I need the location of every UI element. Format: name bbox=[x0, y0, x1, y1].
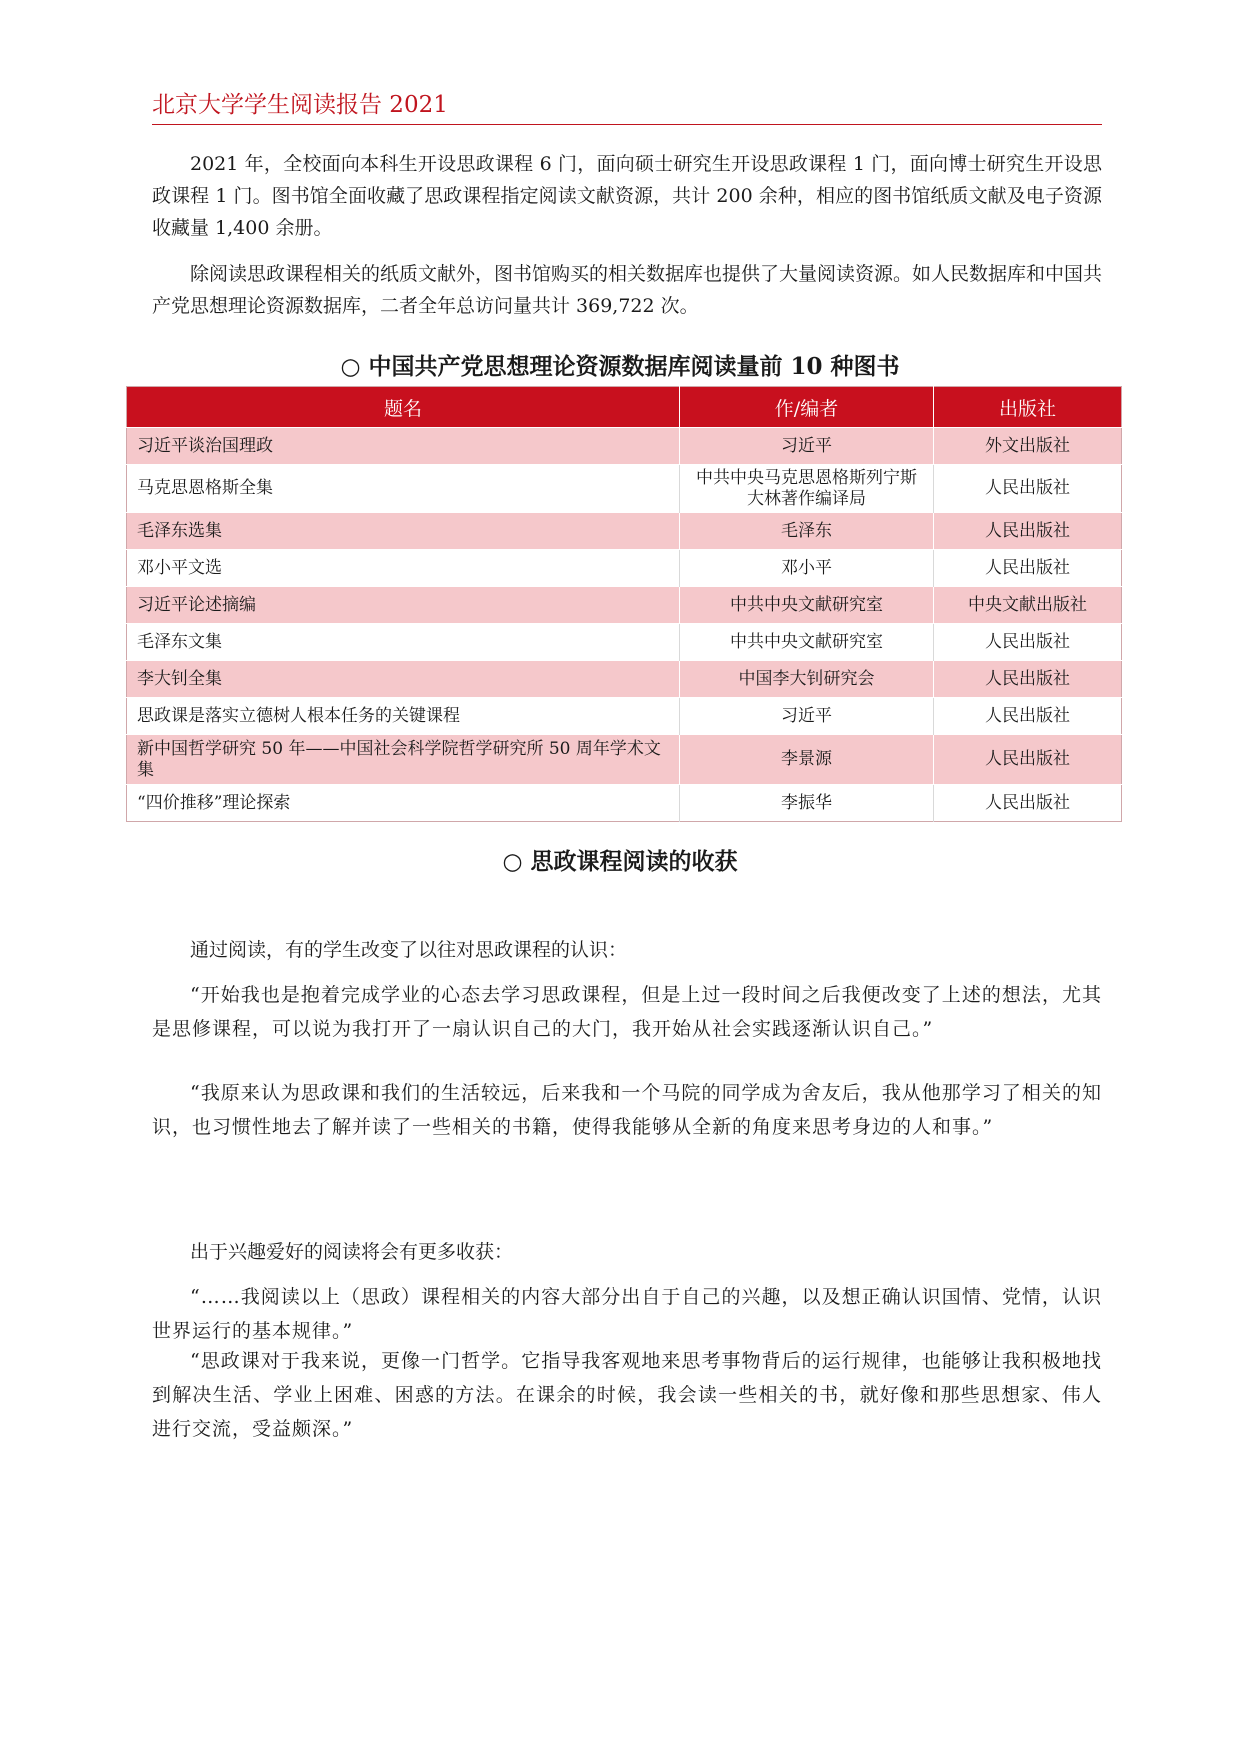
student-quote-1: “开始我也是抱着完成学业的心态去学习思政课程，但是上过一段时间之后我便改变了上述的想法，尤其是思修课程，可以说为我打开了一扇认识自己的大门，我开始从社会实践逐渐认识自己。” bbox=[152, 984, 1102, 1040]
book-publisher: 人民出版社 bbox=[934, 465, 1122, 513]
intro-paragraph-2: 除阅读思政课程相关的纸质文献外，图书馆购买的相关数据库也提供了大量阅读资源。如人民数据库和中国共产党思想理论资源数据库，二者全年总访问量共计 369,722 次。 bbox=[152, 263, 1103, 317]
book-title: 李大钊全集 bbox=[127, 661, 680, 698]
table-row bbox=[127, 465, 1122, 513]
table-title: ○ 中国共产党思想理论资源数据库阅读量前 10 种图书 bbox=[340, 353, 900, 380]
book-title: 马克思恩格斯全集 bbox=[127, 465, 680, 513]
book-title: 新中国哲学研究 50 年——中国社会科学院哲学研究所 50 周年学术文集 bbox=[127, 735, 680, 785]
book-publisher: 人民出版社 bbox=[934, 513, 1122, 550]
book-author: 习近平 bbox=[680, 698, 934, 735]
student-quote-2: “我原来认为思政课和我们的生活较远，后来我和一个马院的同学成为舍友后，我从他那学习了相关的知识，也习惯性地去了解并读了一些相关的书籍，使得我能够从全新的角度来思考身边的人和事。” bbox=[152, 1082, 1102, 1138]
book-title: 毛泽东选集 bbox=[127, 513, 680, 550]
table-row bbox=[127, 661, 1122, 698]
table-row bbox=[127, 428, 1122, 465]
book-publisher: 人民出版社 bbox=[934, 550, 1122, 587]
section-title-gains: ○ 思政课程阅读的收获 bbox=[502, 848, 738, 875]
intro-paragraph-1: 2021 年，全校面向本科生开设思政课程 6 门，面向硕士研究生开设思政课程 1 门，面向博士研究生开设思政课程 1 门。图书馆全面收藏了思政课程指定阅读文献资源，共计 200 余种，相应的图书馆纸质文献及电子资源收藏量 1,400 余册。 bbox=[152, 153, 1102, 239]
table-row bbox=[127, 513, 1122, 550]
table-header-row bbox=[127, 387, 1122, 428]
book-author: 中国李大钊研究会 bbox=[680, 661, 934, 698]
book-title: 毛泽东文集 bbox=[127, 624, 680, 661]
header-author-col: 作/编者 bbox=[680, 387, 934, 428]
book-publisher: 人民出版社 bbox=[934, 785, 1122, 822]
table-row bbox=[127, 735, 1122, 785]
book-title: 思政课是落实立德树人根本任务的关键课程 bbox=[127, 698, 680, 735]
book-title: 邓小平文选 bbox=[127, 550, 680, 587]
student-quote-3: “……我阅读以上（思政）课程相关的内容大部分出自于自己的兴趣，以及想正确认识国情、党情，认识世界运行的基本规律。” bbox=[152, 1286, 1102, 1342]
book-publisher: 中央文献出版社 bbox=[934, 587, 1122, 624]
book-title: 习近平论述摘编 bbox=[127, 587, 680, 624]
header-publisher-col: 出版社 bbox=[934, 387, 1122, 428]
header-title: 北京大学学生阅读报告 2021 bbox=[152, 92, 448, 118]
table-row bbox=[127, 587, 1122, 624]
book-publisher: 外文出版社 bbox=[934, 428, 1122, 465]
gains-lead-2: 出于兴趣爱好的阅读将会有更多收获： bbox=[190, 1241, 514, 1263]
top-books-table bbox=[126, 386, 1122, 822]
book-publisher: 人民出版社 bbox=[934, 698, 1122, 735]
book-title: 习近平谈治国理政 bbox=[127, 428, 680, 465]
book-publisher: 人民出版社 bbox=[934, 735, 1122, 785]
table-row bbox=[127, 698, 1122, 735]
book-author: 习近平 bbox=[680, 428, 934, 465]
header-title-col: 题名 bbox=[127, 387, 680, 428]
book-author: 邓小平 bbox=[680, 550, 934, 587]
book-author: 李振华 bbox=[680, 785, 934, 822]
book-publisher: 人民出版社 bbox=[934, 624, 1122, 661]
gains-lead-1: 通过阅读，有的学生改变了以往对思政课程的认识： bbox=[190, 939, 628, 961]
book-publisher: 人民出版社 bbox=[934, 661, 1122, 698]
table-row bbox=[127, 550, 1122, 587]
book-author: 毛泽东 bbox=[680, 513, 934, 550]
table-row bbox=[127, 624, 1122, 661]
table-row bbox=[127, 785, 1122, 822]
page-header bbox=[152, 84, 1102, 125]
student-quote-4: “思政课对于我来说，更像一门哲学。它指导我客观地来思考事物背后的运行规律，也能够让我积极地找到解决生活、学业上困难、困惑的方法。在课余的时候，我会读一些相关的书，就好像和那些思想家、伟人进行交流，受益颇深。” bbox=[152, 1350, 1102, 1440]
book-author: 中共中央文献研究室 bbox=[680, 624, 934, 661]
book-author: 李景源 bbox=[680, 735, 934, 785]
book-title: “四价推移”理论探索 bbox=[127, 785, 680, 822]
book-author: 中共中央马克思恩格斯列宁斯大林著作编译局 bbox=[680, 465, 934, 513]
book-author: 中共中央文献研究室 bbox=[680, 587, 934, 624]
